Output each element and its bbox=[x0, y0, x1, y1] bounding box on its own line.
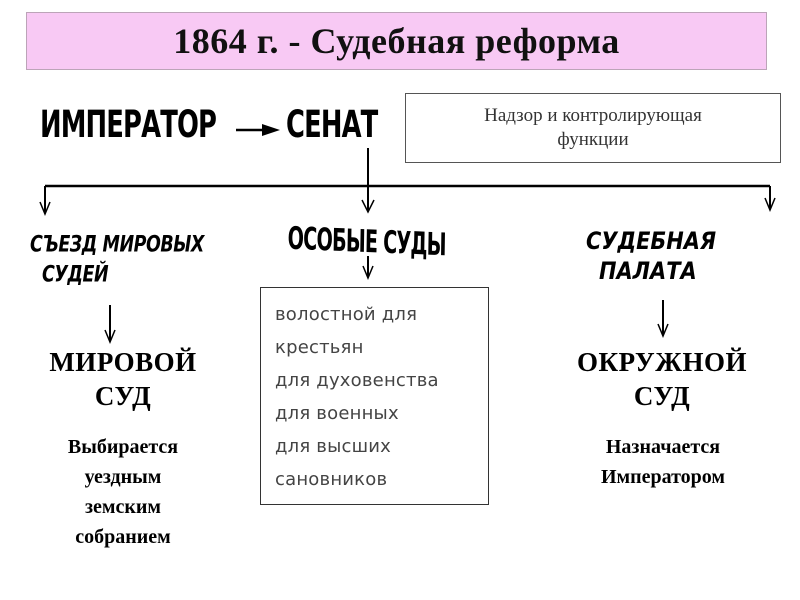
district-note-line: Императором bbox=[600, 466, 726, 488]
peace-court-line: СУД bbox=[94, 381, 152, 411]
peace-note-line: уездным bbox=[84, 466, 162, 488]
peace-note-line: земским bbox=[84, 496, 162, 518]
district-court-note bbox=[564, 432, 762, 492]
special-courts-box bbox=[260, 287, 489, 505]
peace-court-label bbox=[38, 345, 208, 413]
special-court-item: для духовенства bbox=[275, 370, 439, 391]
special-court-item: сановников bbox=[275, 469, 388, 490]
emperor-label: ИМПЕРАТОР bbox=[40, 103, 217, 147]
supervision-line: функции bbox=[557, 129, 629, 150]
chamber-heading-line: СУДЕБНАЯ bbox=[586, 228, 717, 256]
congress-heading-line: СЪЕЗД МИРОВЫХ bbox=[30, 232, 204, 258]
senate-label: СЕНАТ bbox=[286, 103, 378, 147]
supervision-line: Надзор и контролирующая bbox=[484, 105, 702, 126]
district-court-line: ОКРУЖНОЙ bbox=[577, 347, 747, 377]
peace-court-note bbox=[40, 432, 206, 552]
special-court-item: крестьян bbox=[275, 337, 364, 358]
district-court-line: СУД bbox=[633, 381, 691, 411]
diagram-title: 1864 г. - Судебная реформа bbox=[173, 21, 620, 61]
emperor-senate-arrowhead bbox=[262, 124, 280, 136]
district-court-label bbox=[564, 345, 760, 413]
peace-court-line: МИРОВОЙ bbox=[49, 347, 197, 377]
special-court-item: для высших bbox=[275, 436, 392, 457]
congress-heading-line: СУДЕЙ bbox=[42, 262, 109, 288]
peace-note-line: собранием bbox=[75, 526, 171, 548]
special-courts-heading: ОСОБЫЕ СУДЫ bbox=[287, 220, 447, 264]
district-note-line: Назначается bbox=[605, 436, 721, 458]
special-court-item: волостной для bbox=[275, 304, 418, 325]
special-court-item: для военных bbox=[275, 403, 399, 424]
chamber-heading-line: ПАЛАТА bbox=[599, 258, 697, 286]
peace-note-line: Выбирается bbox=[67, 436, 179, 458]
